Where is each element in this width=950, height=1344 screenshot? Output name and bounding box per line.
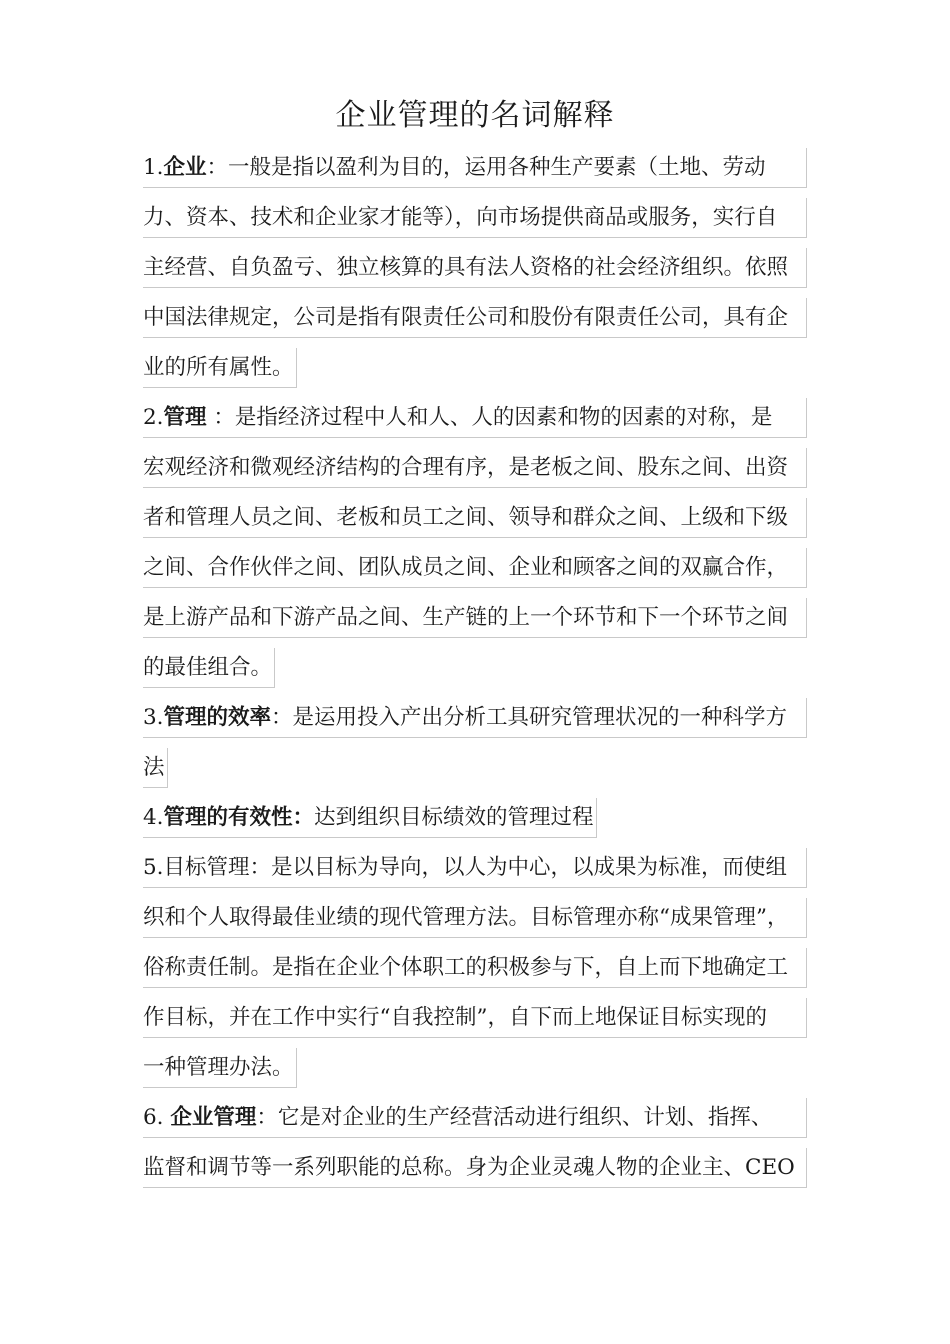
- term: 管理的有效性：: [163, 805, 315, 830]
- item-3-line-1: [143, 698, 807, 738]
- item-number: 6.: [143, 1105, 171, 1130]
- page-title: 企业管理的名词解释: [335, 98, 615, 133]
- item-1-line-2: 力、资本、技术和企业家才能等），向市场提供商品或服务，实行自: [143, 198, 807, 238]
- item-5-line-2: 织和个人取得最佳业绩的现代管理方法。目标管理亦称“成果管理”，: [143, 898, 807, 938]
- item-number: 2.: [143, 405, 164, 430]
- term: 企业: [163, 155, 207, 180]
- item-1-line-5: 业的所有属性。: [143, 348, 297, 388]
- term: 管理的效率: [163, 705, 272, 730]
- term: 管理: [163, 405, 207, 430]
- item-3-line-2: 法: [143, 748, 168, 788]
- item-2-line-5: 是上游产品和下游产品之间、生产链的上一个环节和下一个环节之间: [143, 598, 807, 638]
- definition-text: ：它是对企业的生产经营活动进行组织、计划、指挥、: [256, 1105, 773, 1130]
- item-2-line-2: 宏观经济和微观经济结构的合理有序，是老板之间、股东之间、出资: [143, 448, 807, 488]
- item-1-line-3: 主经营、自负盈亏、独立核算的具有法人资格的社会经济组织。依照: [143, 248, 807, 288]
- definition-text: ：是指经济过程中人和人、人的因素和物的因素的对称，是: [206, 405, 773, 430]
- item-number: 4.: [143, 805, 164, 830]
- item-2-line-1: [143, 398, 807, 438]
- definition-text: ：是运用投入产出分析工具研究管理状况的一种科学方: [271, 705, 788, 730]
- item-2-line-3: 者和管理人员之间、老板和员工之间、领导和群众之间、上级和下级: [143, 498, 807, 538]
- item-6-line-1: [143, 1098, 807, 1138]
- item-6-line-2: 监督和调节等一系列职能的总称。身为企业灵魂人物的企业主、CEO: [143, 1148, 807, 1188]
- item-1-line-4: 中国法律规定，公司是指有限责任公司和股份有限责任公司，具有企: [143, 298, 807, 338]
- item-4-line-1: [143, 798, 597, 838]
- item-5-line-4: 作目标，并在工作中实行“自我控制”，自下而上地保证目标实现的: [143, 998, 807, 1038]
- definition-text: ：一般是指以盈利为目的，运用各种生产要素（土地、劳动: [206, 155, 766, 180]
- item-5-line-3: 俗称责任制。是指在企业个体职工的积极参与下，自上而下地确定工: [143, 948, 807, 988]
- item-number: 1.: [143, 155, 164, 180]
- item-number: 3.: [143, 705, 164, 730]
- item-5-line-1: 5.目标管理：是以目标为导向，以人为中心，以成果为标准，而使组: [143, 848, 807, 888]
- item-2-line-6: 的最佳组合。: [143, 648, 275, 688]
- document-body: [143, 148, 823, 1198]
- item-5-line-5: 一种管理办法。: [143, 1048, 297, 1088]
- item-1-line-1: [143, 148, 807, 188]
- item-2-line-4: 之间、合作伙伴之间、团队成员之间、企业和顾客之间的双赢合作，: [143, 548, 807, 588]
- term: 企业管理: [170, 1105, 257, 1130]
- definition-text: 达到组织目标绩效的管理过程: [314, 805, 594, 830]
